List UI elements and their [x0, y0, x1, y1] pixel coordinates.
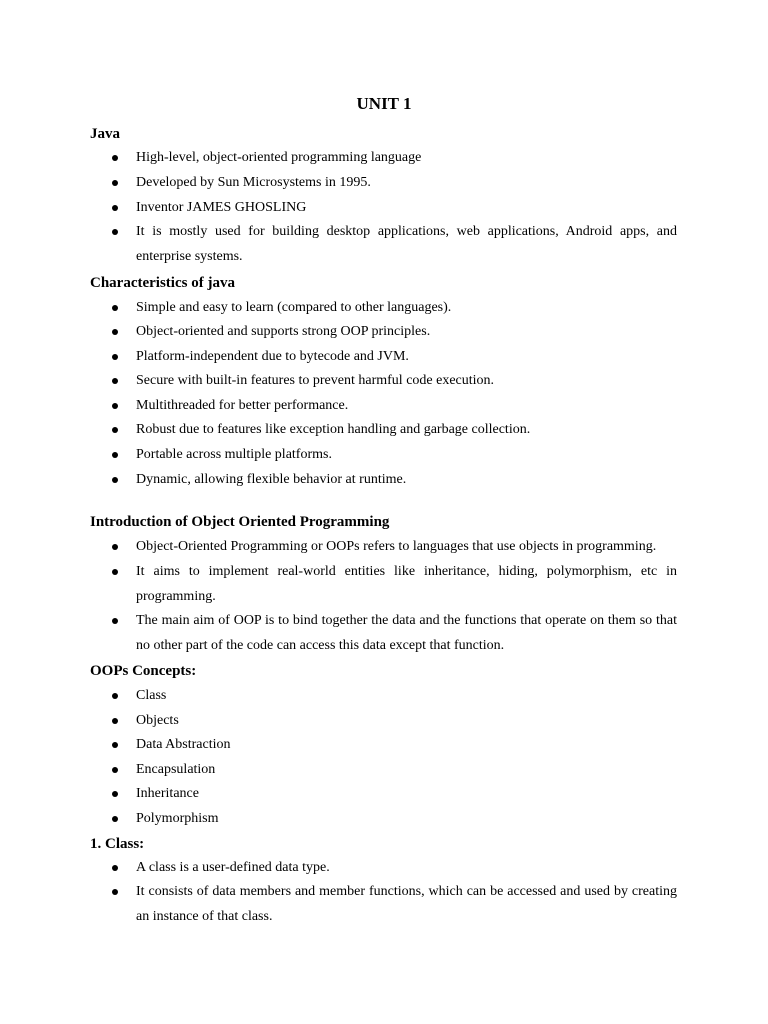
bullet-icon [112, 329, 118, 335]
page-title: UNIT 1 [356, 94, 412, 113]
list-item: Secure with built-in features to prevent harmful code execution. [136, 373, 495, 388]
bullet-icon [112, 180, 118, 186]
list-item: Polymorphism [136, 811, 219, 826]
list-item: Multithreaded for better performance. [136, 398, 349, 413]
section-heading-oops-concepts: OOPs Concepts: [90, 663, 197, 679]
section-heading-class: 1. Class: [90, 836, 145, 852]
bullet-icon [112, 205, 118, 211]
list-item: A class is a user-defined data type. [136, 860, 330, 875]
list-item: Object-oriented and supports strong OOP principles. [136, 324, 431, 339]
bullet-icon [112, 452, 118, 458]
bullet-icon [112, 544, 118, 550]
list-item: The main aim of OOP is to bind together the data and the functions that operate on them so that no other part of the code can access this data except that function. [136, 613, 677, 653]
list-item: Platform-independent due to bytecode and JVM. [136, 349, 409, 364]
list-item: It aims to implement real-world entities like inheritance, hiding, polymorphism, etc in programming. [136, 564, 677, 604]
list-item: It consists of data members and member functions, which can be accessed and used by creating an instance of that class. [136, 884, 677, 924]
list-item: Class [136, 688, 167, 703]
bullet-icon [112, 742, 118, 748]
list-item: Simple and easy to learn (compared to other languages). [136, 300, 452, 315]
list-item: Developed by Sun Microsystems in 1995. [136, 175, 371, 190]
section-heading-java: Java [90, 126, 120, 142]
bullet-icon [112, 865, 118, 871]
bullet-icon [112, 618, 118, 624]
bullet-icon [112, 427, 118, 433]
bullet-icon [112, 816, 118, 822]
list-item: Inheritance [136, 786, 199, 801]
bullet-icon [112, 229, 118, 235]
bullet-icon [112, 718, 118, 724]
bullet-icon [112, 569, 118, 575]
bullet-icon [112, 403, 118, 409]
bullet-icon [112, 693, 118, 699]
list-item: It is mostly used for building desktop applications, web applications, Android apps, and enterprise systems. [136, 224, 677, 264]
bullet-icon [112, 767, 118, 773]
list-item: Portable across multiple platforms. [136, 447, 332, 462]
list-item: Object-Oriented Programming or OOPs refers to languages that use objects in programming. [136, 539, 657, 554]
list-item: High-level, object-oriented programming language [136, 150, 422, 165]
list-item: Data Abstraction [136, 737, 231, 752]
list-item: Objects [136, 713, 179, 728]
section-heading-characteristics: Characteristics of java [90, 275, 235, 291]
bullet-icon [112, 305, 118, 311]
bullet-icon [112, 889, 118, 895]
bullet-icon [112, 791, 118, 797]
bullet-icon [112, 155, 118, 161]
list-item: Inventor JAMES GHOSLING [136, 200, 307, 215]
list-item: Dynamic, allowing flexible behavior at runtime. [136, 472, 407, 487]
list-item: Encapsulation [136, 762, 216, 777]
bullet-icon [112, 354, 118, 360]
bullet-icon [112, 477, 118, 483]
section-heading-intro-oop: Introduction of Object Oriented Programming [90, 514, 390, 530]
bullet-icon [112, 378, 118, 384]
list-item: Robust due to features like exception handling and garbage collection. [136, 422, 531, 437]
